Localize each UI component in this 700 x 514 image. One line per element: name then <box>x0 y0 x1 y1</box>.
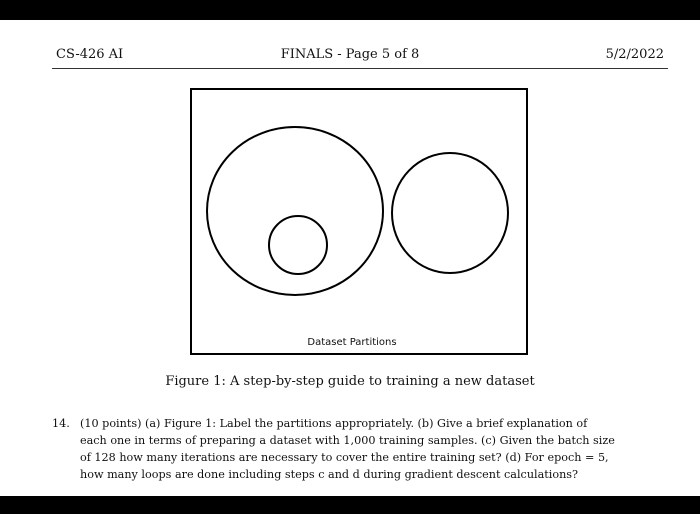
large-partition-circle <box>207 127 383 295</box>
exam-date: 5/2/2022 <box>605 47 664 62</box>
figure-frame <box>191 89 527 354</box>
course-name: CS-426 AI <box>56 47 124 62</box>
exam-page <box>0 20 700 496</box>
page-info: FINALS - Page 5 of 8 <box>280 47 420 62</box>
separate-partition-circle <box>392 153 508 273</box>
figure-caption: Figure 1: A step-by-step guide to training a new dataset <box>165 374 535 389</box>
question-line: how many loops are done including steps c and d during gradient descent calculations? <box>80 468 579 481</box>
figure-inner-label: Dataset Partitions <box>307 337 397 348</box>
question-line: (10 points) (a) Figure 1: Label the partitions appropriately. (b) Give a brief explanation of <box>80 417 588 430</box>
question-number: 14. <box>52 417 70 430</box>
nested-partition-circle <box>269 216 327 274</box>
question-line: of 128 how many iterations are necessary to cover the entire training set? (d) For epoch = 5, <box>80 451 609 464</box>
question-text <box>80 415 672 483</box>
question-line: each one in terms of preparing a dataset with 1,000 training samples. (c) Given the batch size <box>80 434 615 447</box>
